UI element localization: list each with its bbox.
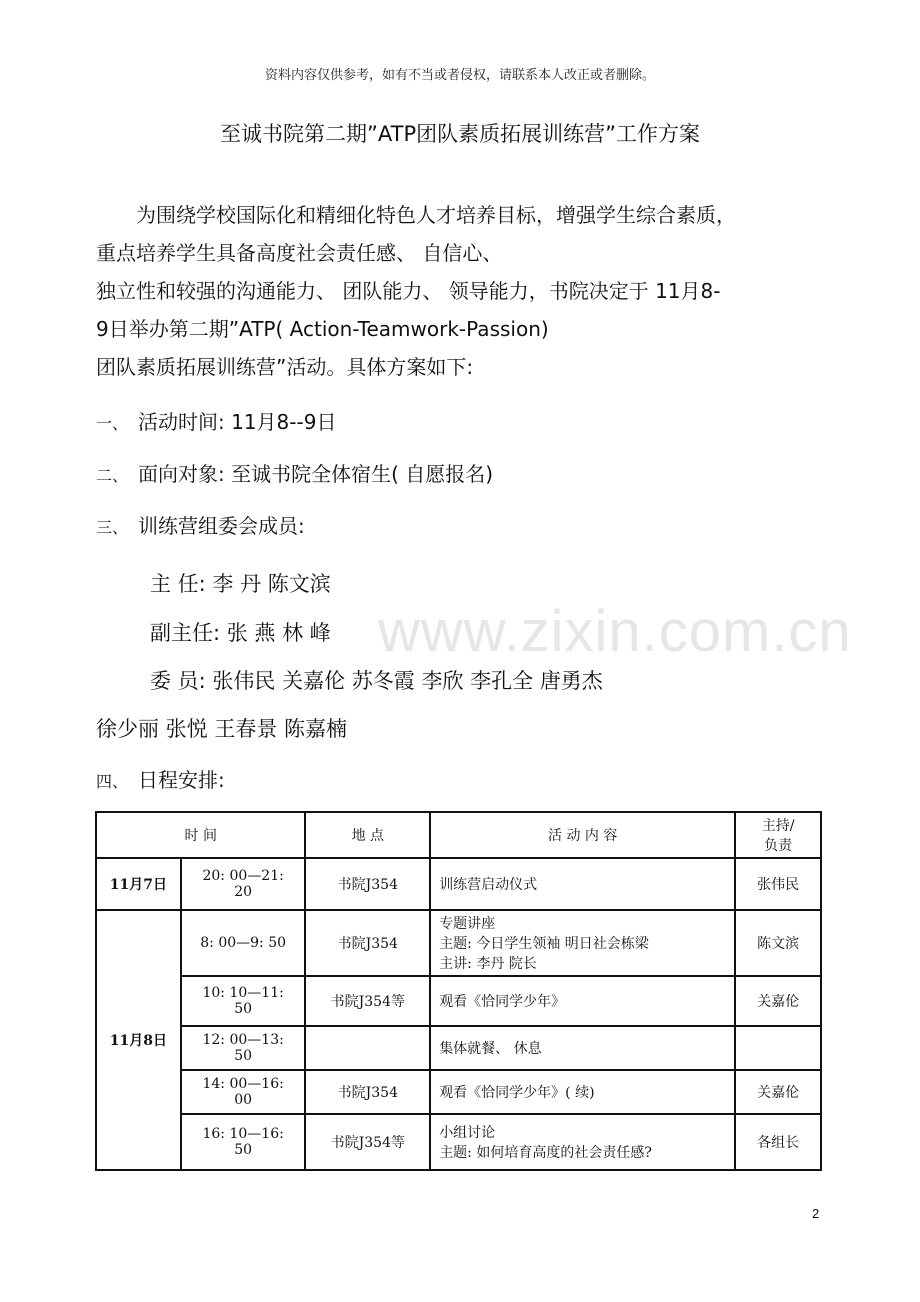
header-host: 主持/ 负责: [735, 812, 821, 858]
host-cell: 陈文滨: [735, 910, 821, 976]
host-cell: 各组长: [735, 1114, 821, 1170]
place-cell: 书院J354: [305, 910, 430, 976]
host-cell: 关嘉伦: [735, 1070, 821, 1114]
section-number: 一、: [96, 414, 129, 433]
section-activity-time: [96, 406, 336, 435]
table-row: [96, 910, 821, 976]
time-cell: 12: 00—13: 50: [181, 1026, 306, 1070]
host-cell: 张伟民: [735, 858, 821, 910]
section-schedule: [96, 764, 225, 793]
table-row: [96, 1026, 821, 1070]
content-cell: 观看《恰同学少年》: [430, 976, 735, 1026]
table-row: [96, 976, 821, 1026]
section-text: 日程安排:: [138, 768, 225, 792]
table-row: [96, 858, 821, 910]
committee-vice-director: 副主任: 张 燕 林 峰: [150, 621, 331, 645]
intro-paragraph: [96, 196, 826, 386]
intro-line: 为围绕学校国际化和精细化特色人才培养目标，增强学生综合素质，: [96, 203, 736, 227]
committee-director: 主 任: 李 丹 陈文滨: [150, 572, 331, 596]
section-text: 活动时间: 11月8--9日: [138, 410, 337, 434]
table-row: [96, 1114, 821, 1170]
watermark: www.zixin.com.cn: [378, 599, 852, 664]
place-cell: [305, 1026, 430, 1070]
document-title: 至诚书院第二期”ATP团队素质拓展训练营”工作方案: [220, 122, 700, 146]
committee-members: 委 员: 张伟民 关嘉伦 苏冬霞 李欣 李孔全 唐勇杰: [150, 669, 603, 693]
host-cell: 关嘉伦: [735, 976, 821, 1026]
table-row: [96, 1070, 821, 1114]
intro-line: 9日举办第二期”ATP( Action-Teamwork-Passion): [96, 317, 549, 341]
header-note: 资料内容仅供参考，如有不当或者侵权，请联系本人改正或者删除。: [264, 68, 655, 83]
section-text: 训练营组委会成员:: [138, 514, 305, 538]
place-cell: 书院J354: [305, 1070, 430, 1114]
time-cell: 14: 00—16: 00: [181, 1070, 306, 1114]
intro-line: 团队素质拓展训练营”活动。具体方案如下:: [96, 355, 474, 379]
time-cell: 16: 10—16: 50: [181, 1114, 306, 1170]
place-cell: 书院J354等: [305, 976, 430, 1026]
time-cell: 20: 00—21: 20: [181, 858, 306, 910]
intro-line: 独立性和较强的沟通能力、 团队能力、 领导能力，书院决定于 11月8-: [96, 279, 721, 303]
section-number: 三、: [96, 518, 129, 537]
section-text: 面向对象: 至诚书院全体宿生( 自愿报名): [138, 462, 494, 486]
page-number: 2: [812, 1206, 820, 1221]
section-number: 四、: [96, 772, 129, 791]
host-cell: [735, 1026, 821, 1070]
table-header-row: [96, 812, 821, 858]
header-content: 活 动 内 容: [430, 812, 735, 858]
header-place: 地 点: [305, 812, 430, 858]
date-cell: 11月8日: [96, 910, 181, 1170]
intro-line: 重点培养学生具备高度社会责任感、 自信心、: [96, 241, 503, 265]
content-cell: 小组讨论 主题: 如何培育高度的社会责任感?: [430, 1114, 735, 1170]
content-cell: 集体就餐、 休息: [430, 1026, 735, 1070]
schedule-table: [95, 811, 822, 1171]
time-cell: 10: 10—11: 50: [181, 976, 306, 1026]
committee-members-continued: 徐少丽 张悦 王春景 陈嘉楠: [96, 717, 348, 741]
section-target-audience: [96, 458, 493, 487]
place-cell: 书院J354等: [305, 1114, 430, 1170]
header-time: 时 间: [96, 812, 305, 858]
section-committee: [96, 510, 305, 539]
content-cell: 专题讲座 主题: 今日学生领袖 明日社会栋梁 主讲: 李丹 院长: [430, 910, 735, 976]
content-cell: 观看《恰同学少年》( 续): [430, 1070, 735, 1114]
date-cell: 11月7日: [96, 858, 181, 910]
place-cell: 书院J354: [305, 858, 430, 910]
section-number: 二、: [96, 466, 129, 485]
content-cell: 训练营启动仪式: [430, 858, 735, 910]
time-cell: 8: 00—9: 50: [181, 910, 306, 976]
